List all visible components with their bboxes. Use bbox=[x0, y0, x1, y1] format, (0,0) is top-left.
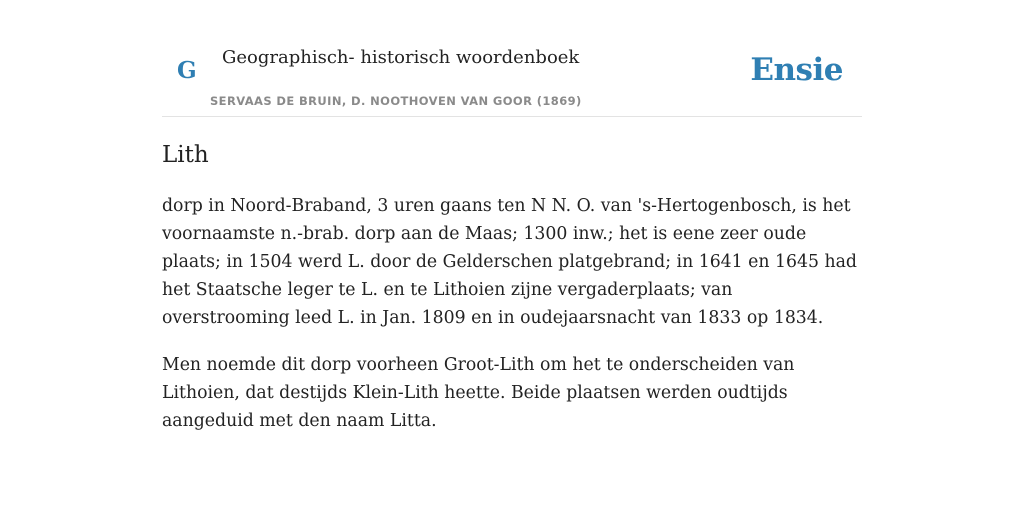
entry-paragraph: Men noemde dit dorp voorheen Groot-Lith om het te onderscheiden van Lithoien, dat destijds Klein-Lith heette. Beide plaatsen werden oudtijds aangeduid met den naam Litta. bbox=[162, 355, 795, 431]
ensie-logo-link[interactable]: Ensie bbox=[750, 52, 843, 88]
book-letter-link[interactable]: G bbox=[177, 57, 197, 84]
book-authors: SERVAAS DE BRUIN, D. NOOTHOVEN VAN GOOR (1869) bbox=[210, 94, 582, 108]
book-header bbox=[162, 0, 862, 117]
book-title-link[interactable]: Geographisch- historisch woordenboek bbox=[222, 47, 580, 68]
entry-body bbox=[162, 192, 862, 454]
entry-paragraph: dorp in Noord-Braband, 3 uren gaans ten N N. O. van 's-Hertogenbosch, is het voornaamste n.-brab. dorp aan de Maas; 1300 inw.; het is eene zeer oude plaats; in 1504 werd L. door de Gelderschen platgebrand; in 1641 en 1645 had het Staatsche leger te L. en te Lithoien zijne vergaderplaats; van overstrooming leed L. in Jan. 1809 en in oudejaarsnacht van 1833 op 1834. bbox=[162, 196, 857, 328]
entry-title: Lith bbox=[162, 142, 209, 168]
